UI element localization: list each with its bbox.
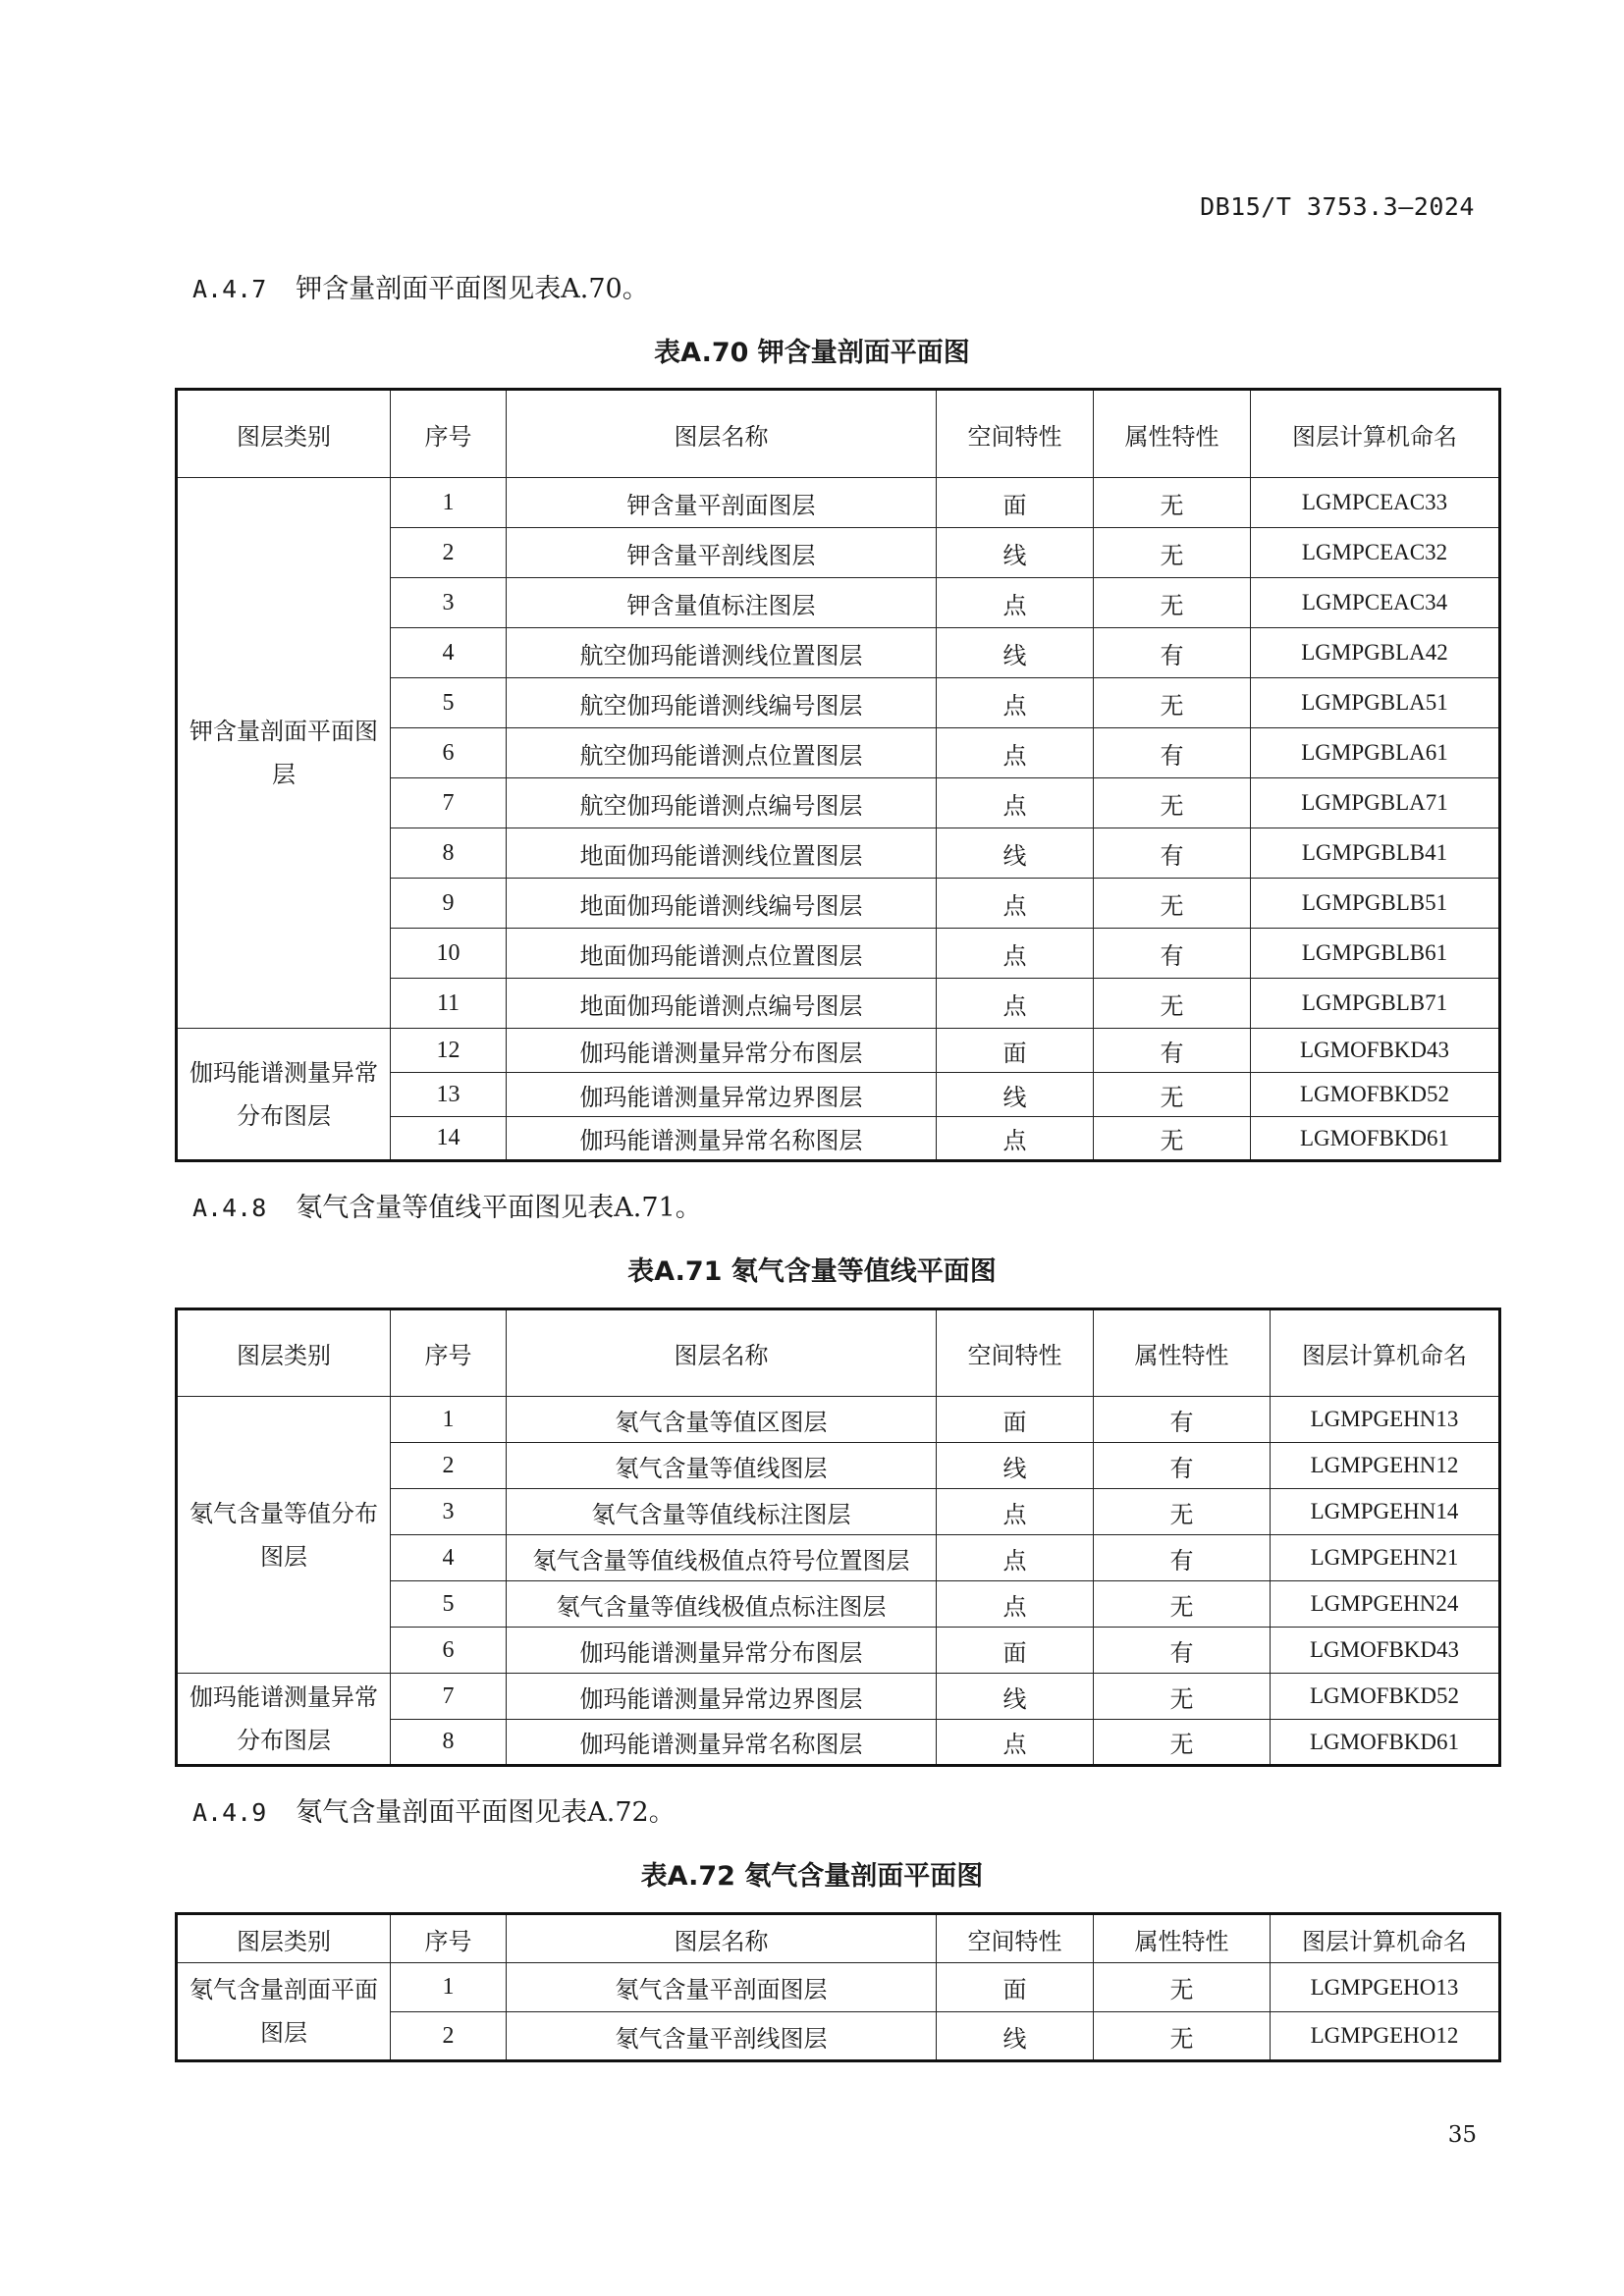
section-number: A.4.8 (192, 1194, 267, 1222)
header-cell: 图层计算机命名 (1271, 1309, 1500, 1397)
cell-attribute: 无 (1094, 1489, 1271, 1535)
cell-attribute: 无 (1094, 1720, 1271, 1766)
cell-code: LGMPCEAC32 (1251, 528, 1500, 578)
cell-index: 2 (391, 528, 507, 578)
cell-spatial: 点 (937, 728, 1094, 778)
header-cell: 图层类别 (177, 1914, 391, 1963)
table-header-row (177, 1914, 1500, 1963)
cell-code: LGMPGBLA71 (1251, 778, 1500, 828)
cell-index: 5 (391, 678, 507, 728)
header-cell: 图层名称 (507, 390, 937, 478)
cell-attribute: 无 (1094, 979, 1251, 1029)
cell-attribute: 无 (1094, 879, 1251, 929)
cell-layer-name: 钾含量值标注图层 (507, 578, 937, 628)
cell-spatial: 线 (937, 528, 1094, 578)
header-cell: 序号 (391, 1914, 507, 1963)
cell-layer-name: 氡气含量等值线极值点符号位置图层 (507, 1535, 937, 1581)
section-a47 (192, 267, 649, 305)
cell-attribute: 无 (1094, 2012, 1271, 2061)
cell-spatial: 点 (937, 1117, 1094, 1161)
cell-spatial: 点 (937, 979, 1094, 1029)
group-cell: 伽玛能谱测量异常分布图层 (177, 1029, 391, 1161)
group-cell: 伽玛能谱测量异常分布图层 (177, 1674, 391, 1766)
table-caption: 表A.71 氡气含量等值线平面图 (627, 1256, 997, 1287)
cell-spatial: 线 (937, 1073, 1094, 1117)
cell-attribute: 有 (1094, 1628, 1271, 1674)
cell-layer-name: 钾含量平剖面图层 (507, 478, 937, 528)
cell-index: 2 (391, 1443, 507, 1489)
cell-code: LGMOFBKD61 (1271, 1720, 1500, 1766)
cell-layer-name: 地面伽玛能谱测点编号图层 (507, 979, 937, 1029)
cell-attribute: 无 (1094, 678, 1251, 728)
header-cell: 图层计算机命名 (1251, 390, 1500, 478)
cell-code: LGMPGBLB41 (1251, 828, 1500, 879)
cell-attribute: 无 (1094, 1674, 1271, 1720)
cell-code: LGMPGBLB71 (1251, 979, 1500, 1029)
cell-index: 11 (391, 979, 507, 1029)
cell-spatial: 点 (937, 1489, 1094, 1535)
table-a70 (175, 388, 1501, 1162)
cell-code: LGMPGBLB51 (1251, 879, 1500, 929)
cell-code: LGMPGEHO13 (1271, 1963, 1500, 2012)
cell-attribute: 有 (1094, 628, 1251, 678)
cell-layer-name: 伽玛能谱测量异常边界图层 (507, 1674, 937, 1720)
cell-layer-name: 钾含量平剖线图层 (507, 528, 937, 578)
cell-spatial: 线 (937, 2012, 1094, 2061)
cell-layer-name: 氡气含量等值区图层 (507, 1397, 937, 1443)
cell-code: LGMPGBLB61 (1251, 929, 1500, 979)
table-a71 (175, 1308, 1501, 1767)
cell-attribute: 有 (1094, 1535, 1271, 1581)
header-cell: 空间特性 (937, 1914, 1094, 1963)
cell-spatial: 点 (937, 778, 1094, 828)
cell-spatial: 面 (937, 1029, 1094, 1073)
cell-layer-name: 地面伽玛能谱测线编号图层 (507, 879, 937, 929)
header-cell: 图层类别 (177, 390, 391, 478)
header-cell: 图层计算机命名 (1271, 1914, 1500, 1963)
cell-index: 7 (391, 778, 507, 828)
document-code: DB15/T 3753.3—2024 (1200, 192, 1475, 221)
page-number: 35 (1447, 2122, 1477, 2148)
cell-spatial: 点 (937, 678, 1094, 728)
cell-layer-name: 伽玛能谱测量异常分布图层 (507, 1029, 937, 1073)
cell-index: 8 (391, 828, 507, 879)
cell-attribute: 有 (1094, 929, 1251, 979)
cell-spatial: 点 (937, 929, 1094, 979)
cell-index: 4 (391, 628, 507, 678)
table-row (177, 1029, 1500, 1073)
group-cell: 钾含量剖面平面图层 (177, 478, 391, 1029)
cell-index: 5 (391, 1581, 507, 1628)
cell-attribute: 无 (1094, 478, 1251, 528)
cell-layer-name: 航空伽玛能谱测点位置图层 (507, 728, 937, 778)
cell-attribute: 有 (1094, 828, 1251, 879)
cell-index: 1 (391, 1397, 507, 1443)
cell-spatial: 面 (937, 1397, 1094, 1443)
table-row (177, 478, 1500, 528)
cell-layer-name: 氡气含量等值线图层 (507, 1443, 937, 1489)
table-row (177, 1397, 1500, 1443)
cell-spatial: 线 (937, 628, 1094, 678)
cell-spatial: 面 (937, 478, 1094, 528)
cell-index: 2 (391, 2012, 507, 2061)
cell-spatial: 点 (937, 578, 1094, 628)
cell-layer-name: 航空伽玛能谱测线编号图层 (507, 678, 937, 728)
cell-code: LGMPGEHN14 (1271, 1489, 1500, 1535)
group-cell: 氡气含量等值分布图层 (177, 1397, 391, 1674)
header-cell: 属性特性 (1094, 390, 1251, 478)
cell-code: LGMOFBKD61 (1251, 1117, 1500, 1161)
header-cell: 属性特性 (1094, 1309, 1271, 1397)
cell-code: LGMPGEHO12 (1271, 2012, 1500, 2061)
cell-layer-name: 氡气含量等值线标注图层 (507, 1489, 937, 1535)
section-a49 (192, 1790, 676, 1829)
section-text: 氡气含量剖面平面图见表A.72。 (296, 1797, 676, 1828)
cell-code: LGMPGBLA42 (1251, 628, 1500, 678)
cell-code: LGMPGBLA61 (1251, 728, 1500, 778)
cell-attribute: 有 (1094, 1443, 1271, 1489)
cell-spatial: 线 (937, 1674, 1094, 1720)
cell-layer-name: 伽玛能谱测量异常边界图层 (507, 1073, 937, 1117)
section-text: 氡气含量等值线平面图见表A.71。 (296, 1193, 702, 1223)
section-number: A.4.9 (192, 1798, 267, 1827)
cell-code: LGMOFBKD52 (1271, 1674, 1500, 1720)
header-cell: 图层类别 (177, 1309, 391, 1397)
header-cell: 图层名称 (507, 1309, 937, 1397)
header-cell: 空间特性 (937, 390, 1094, 478)
cell-spatial: 点 (937, 1581, 1094, 1628)
cell-spatial: 面 (937, 1963, 1094, 2012)
cell-attribute: 无 (1094, 1117, 1251, 1161)
header-cell: 序号 (391, 1309, 507, 1397)
cell-layer-name: 伽玛能谱测量异常名称图层 (507, 1117, 937, 1161)
cell-code: LGMPGEHN12 (1271, 1443, 1500, 1489)
table-caption: 表A.72 氡气含量剖面平面图 (640, 1861, 984, 1892)
cell-attribute: 有 (1094, 1029, 1251, 1073)
table-caption: 表A.70 钾含量剖面平面图 (654, 338, 970, 368)
cell-spatial: 线 (937, 828, 1094, 879)
cell-attribute: 有 (1094, 728, 1251, 778)
cell-index: 14 (391, 1117, 507, 1161)
table-header-row (177, 390, 1500, 478)
cell-spatial: 点 (937, 1535, 1094, 1581)
cell-layer-name: 航空伽玛能谱测点编号图层 (507, 778, 937, 828)
table-row (177, 1674, 1500, 1720)
cell-index: 10 (391, 929, 507, 979)
cell-index: 9 (391, 879, 507, 929)
cell-spatial: 线 (937, 1443, 1094, 1489)
cell-index: 3 (391, 578, 507, 628)
cell-layer-name: 地面伽玛能谱测线位置图层 (507, 828, 937, 879)
section-text: 钾含量剖面平面图见表A.70。 (296, 274, 649, 304)
cell-layer-name: 氡气含量等值线极值点标注图层 (507, 1581, 937, 1628)
cell-spatial: 点 (937, 879, 1094, 929)
cell-index: 6 (391, 1628, 507, 1674)
cell-layer-name: 地面伽玛能谱测点位置图层 (507, 929, 937, 979)
cell-code: LGMPGEHN24 (1271, 1581, 1500, 1628)
cell-layer-name: 伽玛能谱测量异常名称图层 (507, 1720, 937, 1766)
cell-index: 8 (391, 1720, 507, 1766)
cell-spatial: 点 (937, 1720, 1094, 1766)
header-cell: 属性特性 (1094, 1914, 1271, 1963)
cell-index: 7 (391, 1674, 507, 1720)
group-cell: 氡气含量剖面平面图层 (177, 1963, 391, 2061)
cell-code: LGMOFBKD52 (1251, 1073, 1500, 1117)
cell-attribute: 有 (1094, 1397, 1271, 1443)
cell-layer-name: 氡气含量平剖线图层 (507, 2012, 937, 2061)
cell-attribute: 无 (1094, 1581, 1271, 1628)
cell-code: LGMOFBKD43 (1251, 1029, 1500, 1073)
cell-index: 1 (391, 478, 507, 528)
cell-index: 13 (391, 1073, 507, 1117)
table-header-row (177, 1309, 1500, 1397)
cell-attribute: 无 (1094, 578, 1251, 628)
header-cell: 图层名称 (507, 1914, 937, 1963)
cell-index: 4 (391, 1535, 507, 1581)
cell-code: LGMPCEAC33 (1251, 478, 1500, 528)
cell-attribute: 无 (1094, 1073, 1251, 1117)
section-number: A.4.7 (192, 275, 267, 303)
cell-code: LGMPGEHN21 (1271, 1535, 1500, 1581)
cell-layer-name: 伽玛能谱测量异常分布图层 (507, 1628, 937, 1674)
cell-layer-name: 氡气含量平剖面图层 (507, 1963, 937, 2012)
cell-index: 3 (391, 1489, 507, 1535)
header-cell: 序号 (391, 390, 507, 478)
cell-code: LGMOFBKD43 (1271, 1628, 1500, 1674)
cell-code: LGMPCEAC34 (1251, 578, 1500, 628)
cell-index: 12 (391, 1029, 507, 1073)
cell-spatial: 面 (937, 1628, 1094, 1674)
cell-index: 1 (391, 1963, 507, 2012)
cell-code: LGMPGBLA51 (1251, 678, 1500, 728)
table-a72 (175, 1912, 1501, 2062)
cell-index: 6 (391, 728, 507, 778)
cell-attribute: 无 (1094, 1963, 1271, 2012)
cell-code: LGMPGEHN13 (1271, 1397, 1500, 1443)
table-row (177, 1963, 1500, 2012)
cell-attribute: 无 (1094, 528, 1251, 578)
cell-layer-name: 航空伽玛能谱测线位置图层 (507, 628, 937, 678)
section-a48 (192, 1186, 702, 1224)
header-cell: 空间特性 (937, 1309, 1094, 1397)
cell-attribute: 无 (1094, 778, 1251, 828)
